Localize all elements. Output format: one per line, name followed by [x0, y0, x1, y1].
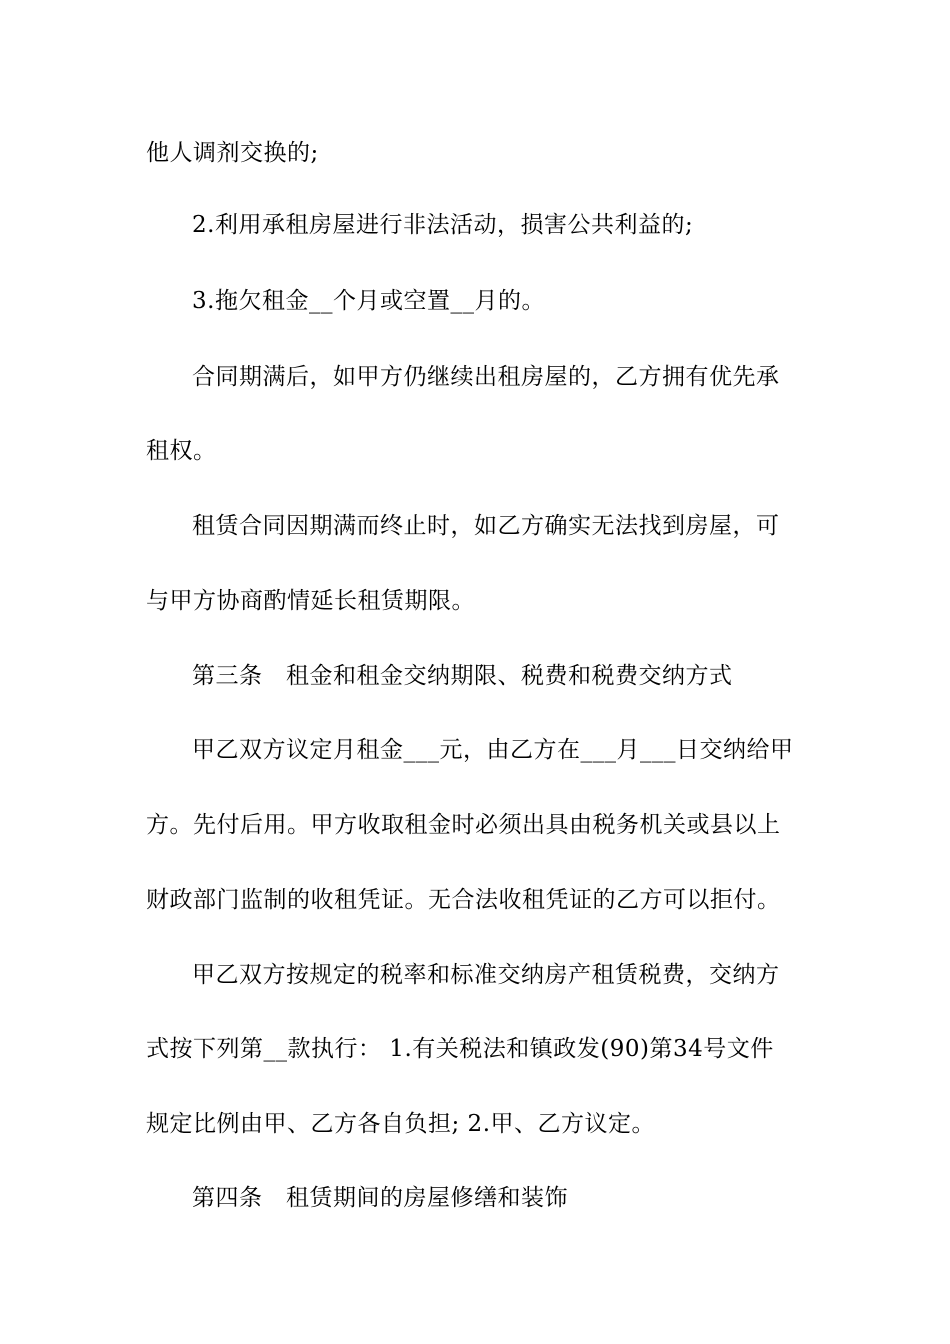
text-line: 甲乙双方按规定的税率和标准交纳房产租赁税费，交纳方 — [192, 962, 780, 988]
text-line: 租权。 — [146, 438, 217, 464]
text-line: 甲乙双方议定月租金___元，由乙方在___月___日交纳给甲 — [192, 737, 794, 763]
text-line: 与甲方协商酌情延长租赁期限。 — [146, 588, 475, 614]
section-heading: 第四条 租赁期间的房屋修缮和装饰 — [192, 1185, 568, 1211]
text-line: 他人调剂交换的; — [146, 140, 319, 166]
text-line: 2.利用承租房屋进行非法活动，损害公共利益的; — [192, 212, 694, 238]
text-line: 方。先付后用。甲方收取租金时必须出具由税务机关或县以上 — [146, 812, 781, 838]
section-heading: 第三条 租金和租金交纳期限、税费和税费交纳方式 — [192, 663, 733, 689]
text-line: 租赁合同因期满而终止时，如乙方确实无法找到房屋，可 — [192, 513, 780, 539]
text-line: 合同期满后，如甲方仍继续出租房屋的，乙方拥有优先承 — [192, 364, 780, 390]
text-line: 财政部门监制的收租凭证。无合法收租凭证的乙方可以拒付。 — [146, 887, 781, 913]
text-line: 式按下列第__款执行： 1.有关税法和镇政发(90)第34号文件 — [146, 1036, 774, 1062]
text-line: 规定比例由甲、乙方各自负担; 2.甲、乙方议定。 — [146, 1111, 656, 1137]
text-line: 3.拖欠租金__个月或空置__月的。 — [192, 288, 545, 314]
